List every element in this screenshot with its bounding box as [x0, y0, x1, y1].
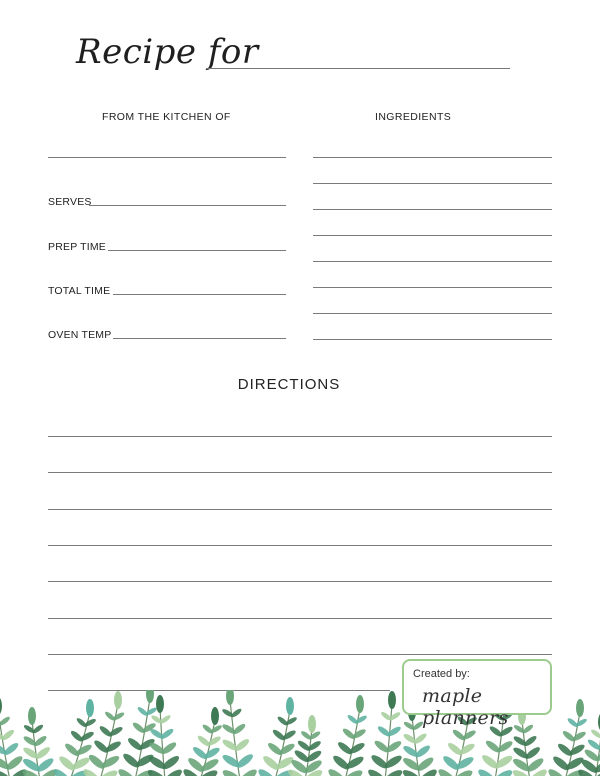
leaf — [100, 754, 121, 770]
leaf — [0, 715, 11, 726]
direction-line[interactable] — [48, 618, 552, 619]
leaf — [203, 746, 221, 760]
leaf — [201, 723, 214, 735]
leaf — [285, 716, 298, 726]
leaf — [286, 697, 294, 715]
leaf — [307, 739, 322, 752]
leaf — [480, 753, 500, 771]
leaf — [75, 717, 87, 729]
leaf — [131, 721, 146, 735]
leaf — [235, 752, 255, 770]
leaf — [387, 725, 402, 738]
credit-badge — [402, 659, 552, 729]
leaf — [2, 741, 20, 757]
leaf — [63, 742, 80, 758]
leaf — [355, 714, 368, 724]
ingredient-line[interactable] — [313, 313, 552, 314]
direction-line[interactable] — [48, 436, 552, 437]
leaf — [0, 697, 2, 715]
direction-line[interactable] — [48, 545, 552, 546]
leaf — [345, 754, 366, 770]
leaf — [116, 767, 138, 776]
leaf — [126, 736, 143, 752]
leaf — [57, 754, 77, 772]
leaf — [0, 728, 15, 742]
leaf — [226, 690, 234, 705]
leaf — [200, 757, 221, 773]
total-time-label: TOTAL TIME — [48, 285, 111, 297]
leaf — [114, 691, 122, 709]
oven-temp-label: OVEN TEMP — [48, 329, 112, 341]
leaf — [196, 734, 211, 748]
serves-label: SERVES — [48, 196, 92, 208]
leaf — [96, 768, 119, 776]
leaf — [70, 755, 91, 771]
leaf — [232, 722, 247, 736]
leaf — [93, 739, 110, 755]
leaf — [108, 725, 124, 737]
leaf — [491, 768, 514, 776]
leaf — [136, 706, 149, 718]
leaf — [385, 739, 403, 754]
leaf — [414, 744, 432, 760]
leaf — [84, 718, 97, 728]
leaf — [87, 753, 107, 771]
ingredient-line[interactable] — [313, 157, 552, 158]
leaf — [561, 729, 576, 743]
leaf — [455, 755, 476, 771]
leaf — [575, 717, 588, 727]
leaf — [586, 738, 600, 751]
leaf — [556, 742, 573, 758]
leaf — [34, 745, 52, 761]
leaf — [4, 754, 24, 772]
leaf — [566, 717, 579, 729]
directions-heading: DIRECTIONS — [237, 376, 341, 393]
leaf — [145, 706, 158, 716]
ingredient-line[interactable] — [313, 209, 552, 210]
leaf — [211, 707, 219, 725]
oven-temp-line[interactable] — [113, 338, 286, 339]
leaf — [461, 729, 477, 741]
recipe-title: Recipe for — [76, 32, 259, 72]
leaf — [441, 754, 461, 772]
leaf — [571, 730, 587, 742]
leaf — [191, 745, 208, 761]
brand-logo: maple planners — [422, 685, 509, 729]
leaf — [341, 727, 356, 741]
leaf — [496, 739, 514, 754]
leaf — [261, 754, 281, 772]
leaf — [112, 711, 125, 721]
direction-line[interactable] — [48, 654, 552, 655]
leaf — [388, 691, 396, 709]
ingredient-line[interactable] — [313, 235, 552, 236]
leaf — [98, 724, 113, 738]
leaf — [121, 751, 141, 769]
leaf — [381, 768, 404, 776]
leaf — [551, 754, 571, 772]
leaf — [271, 728, 286, 742]
leaf — [446, 741, 463, 757]
created-by-label: Created by: — [413, 668, 470, 680]
ingredient-line[interactable] — [313, 287, 552, 288]
leaf — [104, 710, 116, 722]
ingredients-heading: INGREDIENTS — [375, 111, 452, 123]
serves-line[interactable] — [89, 205, 286, 206]
leaf — [523, 734, 538, 747]
from-kitchen-heading: FROM THE KITCHEN OF — [102, 111, 231, 123]
leaf — [484, 739, 502, 755]
leaf — [33, 734, 48, 747]
prep-time-line[interactable] — [108, 250, 286, 251]
leaf — [210, 724, 223, 734]
leaf — [568, 743, 586, 757]
direction-line[interactable] — [48, 509, 552, 510]
leaf — [236, 767, 258, 776]
leaf — [576, 699, 584, 717]
leaf — [590, 728, 600, 739]
ingredient-line[interactable] — [313, 339, 552, 340]
leaf — [341, 768, 364, 776]
leaf — [494, 753, 515, 770]
leaf — [206, 735, 222, 747]
total-time-line[interactable] — [113, 294, 286, 295]
leaf — [331, 753, 351, 771]
leaf — [79, 730, 95, 742]
leaf — [383, 753, 404, 770]
leaf — [233, 737, 251, 753]
leaf — [276, 715, 289, 727]
leaf — [156, 695, 164, 713]
leaf — [281, 729, 297, 741]
leaf — [351, 728, 367, 740]
ingredient-line[interactable] — [313, 261, 552, 262]
leaf — [296, 739, 311, 752]
leaf — [356, 695, 364, 713]
direction-line[interactable] — [48, 472, 552, 473]
leaf — [524, 745, 542, 761]
leaf — [348, 741, 366, 755]
leaf — [308, 715, 316, 733]
leaf — [28, 707, 36, 725]
leaf — [278, 742, 296, 756]
leaf — [336, 740, 353, 756]
leaf — [86, 699, 94, 717]
leaf — [451, 728, 466, 742]
leaf — [69, 729, 84, 743]
from-kitchen-line[interactable] — [48, 157, 286, 158]
leaf — [346, 714, 359, 726]
leaf — [266, 741, 283, 757]
ingredient-line[interactable] — [313, 183, 552, 184]
direction-line[interactable] — [48, 581, 552, 582]
leaf — [458, 742, 476, 756]
leaf — [146, 690, 154, 703]
leaf — [388, 711, 401, 722]
leaf — [104, 740, 122, 754]
prep-time-label: PREP TIME — [48, 241, 107, 253]
leaf — [221, 768, 244, 776]
leaf — [75, 743, 93, 757]
leaf — [413, 732, 428, 745]
recipe-name-line[interactable] — [206, 68, 510, 69]
